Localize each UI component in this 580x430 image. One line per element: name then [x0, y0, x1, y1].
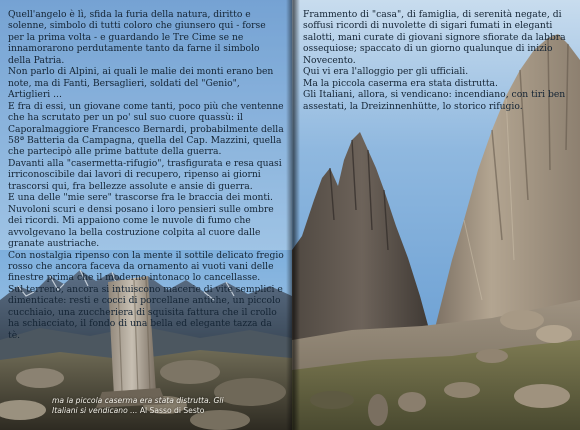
caption-italic: ma la piccola caserma era stata distrutta. Gli Italiani si vendicano ... — [52, 396, 224, 415]
paragraph: Gli Italiani, allora, si vendicano: incendiano, con tiri ben assestati, la Dreizinnenhütte, lo storico rifugio. — [303, 89, 566, 112]
paragraph: Con nostalgia ripenso con la mente il sottile delicato fregio rosso che ancora faceva da ornamento ai vuoti vani delle finestre prima che il moderno intonaco lo cancellasse. — [8, 249, 284, 284]
book-gutter — [286, 0, 300, 430]
caption-credit: Al Sasso di Sesto — [139, 405, 205, 415]
paragraph: Quell'angelo è lì, sfida la furia della natura, diritto e solenne, simbolo di tutti coloro che giunsero qui - forse per la prima volta - e guardando le Tre Cime se ne innamorarono perdutamente tanto da farne il simbolo della Patria. — [8, 9, 266, 66]
paragraph: Sul terreno, ancora si intuiscono macerie di vite semplici e dimenticate: resti e cocci di porcellane antiche, un piccolo cucchiaio, una zuccheriera di squisita fattura che il crollo ha schiacciato, il fondo di una bella ed elegante tazza da tè. — [8, 283, 283, 341]
photo-caption — [52, 396, 242, 415]
paragraph: Qui vi era l'alloggio per gli ufficiali. — [303, 66, 469, 78]
paragraph: Ma la piccola caserma era stata distrutta. — [303, 77, 498, 89]
paragraph: E fra di essi, un giovane come tanti, poco più che ventenne che ha scrutato per un po' sul suo cuore quassù: il Caporalmaggiore Francesco Bernardi, probabilmente della 58ª Batteria da Campagna, quella del Cap. Mazzini, quella che partecipò alle prime battute della guerra. — [8, 100, 284, 158]
left-page-text — [8, 9, 284, 341]
paragraph: Frammento di "casa", di famiglia, di serenità negate, di soffusi ricordi di nuvolette di sigari fumati in eleganti salotti, mani curate di giovani signore sfiorate da labbra ossequiose; spaccato di un giorno qualunque di inizio Novecento. — [303, 9, 566, 66]
paragraph: Nuvoloni scuri e densi posano i loro pensieri sulle ombre dei ricordi. Mi appaiono come le nuvole di fumo che avvolgevano la bella costruzione colpita al cuore dalle granate austriache. — [8, 203, 274, 250]
paragraph: Davanti alla "casermetta-rifugio", trasfigurata e resa quasi irriconoscibile dai lavori di recupero, ripenso ai giorni trascorsi qui, fra bellezze assolute e ansie di guerra. — [8, 157, 282, 192]
right-page-text — [303, 9, 571, 112]
paragraph: Non parlo di Alpini, ai quali le malie dei monti erano ben note, ma di Fanti, Bersaglieri, soldati del "Genio", Artiglieri ... — [8, 66, 274, 101]
paragraph: E una delle "mie sere" trascorse fra le braccia dei monti. — [8, 192, 273, 204]
right-page — [292, 0, 580, 430]
